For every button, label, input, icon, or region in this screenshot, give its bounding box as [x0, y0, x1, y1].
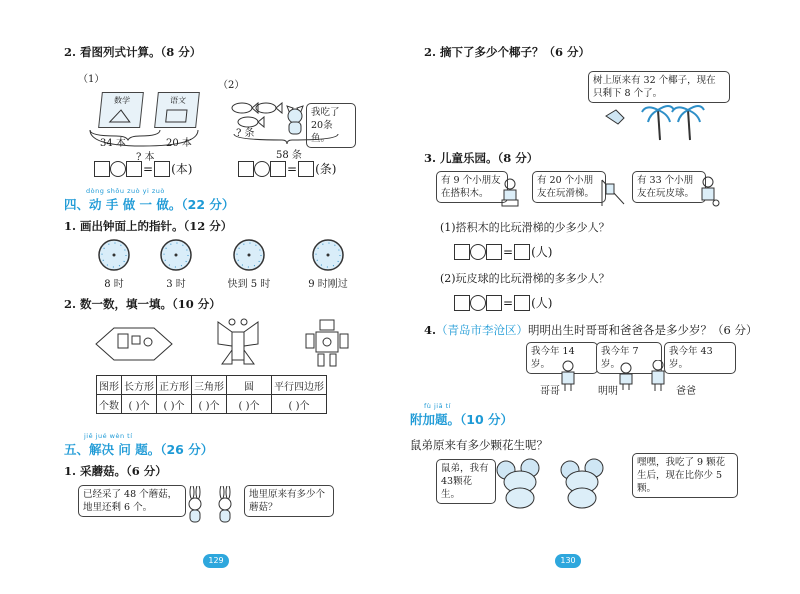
- q3-sub1: (1)搭积木的比玩滑梯的少多少人？: [440, 221, 610, 234]
- table-header: 三角形: [192, 376, 227, 395]
- fish-total: 58 条: [276, 150, 302, 161]
- mice-image: [490, 458, 640, 512]
- extra-title: 附加题。（10 分）: [410, 412, 513, 427]
- cat-image: [284, 102, 306, 136]
- right-q3-title: 3. 儿童乐园。（8 分）: [424, 151, 539, 165]
- slide-image: [598, 176, 626, 208]
- table-header-row: [97, 376, 327, 395]
- mingming-label: 明明: [598, 386, 618, 397]
- answer-box[interactable]: [94, 161, 110, 177]
- clock-row: [94, 238, 394, 288]
- page-number-right: 130: [555, 554, 581, 568]
- clock-1[interactable]: [94, 238, 134, 290]
- clock-face-icon: [159, 238, 193, 272]
- palm-trees-image: [602, 96, 706, 142]
- operator-circle[interactable]: [254, 161, 270, 177]
- table-header: 正方形: [157, 376, 192, 395]
- answer-box[interactable]: [298, 161, 314, 177]
- q2-title: 2. 看图列式计算。（8 分）: [64, 45, 202, 59]
- right-q4-title: 4.（青岛市李沧区）明明出生时哥哥和爸爸各是多少岁？（6 分）: [424, 323, 758, 337]
- extra-pinyin: fù jiā tí: [424, 402, 451, 410]
- q2-part1-label: （1）: [78, 74, 105, 85]
- table-header: 平行四边形: [272, 376, 327, 395]
- answer-box[interactable]: [126, 161, 142, 177]
- rabbit-speech-bubble-1: 已经采了 48 个蘑菇，地里还剩 6 个。: [78, 485, 186, 517]
- operator-circle[interactable]: [470, 244, 486, 260]
- answer-cell[interactable]: ( )个: [272, 395, 327, 414]
- equation-part2: = (条): [238, 160, 337, 177]
- brace-right: [232, 132, 342, 146]
- clock-4-label: 9 时刚过: [308, 279, 348, 290]
- operator-circle[interactable]: [470, 295, 486, 311]
- clock-1-label: 8 时: [104, 279, 124, 290]
- fish-unknown: ? 条: [236, 128, 255, 139]
- clock-3[interactable]: [224, 238, 274, 290]
- table-header: 长方形: [122, 376, 157, 395]
- mingming-speech-bubble: 我今年 7 岁。: [596, 342, 662, 374]
- extra-question: 鼠弟原来有多少颗花生呢？: [410, 438, 548, 452]
- answer-box[interactable]: [154, 161, 170, 177]
- sec4-pinyin: dòng shǒu zuò yi zuò: [86, 187, 165, 195]
- coconut-speech-bubble: 树上原来有 32 个椰子，现在只剩下 8 个了。: [588, 71, 730, 103]
- q5-1-title: 1. 采蘑菇。（6 分）: [64, 464, 167, 478]
- region-tag: （青岛市李沧区）: [436, 323, 529, 337]
- mouse-speech-bubble-1: 鼠弟，我有43颗花生。: [436, 459, 496, 504]
- table-row: [97, 395, 327, 414]
- answer-box[interactable]: [454, 295, 470, 311]
- answer-box[interactable]: [514, 295, 530, 311]
- answer-box[interactable]: [454, 244, 470, 260]
- clock-face-icon: [232, 238, 266, 272]
- chinese-book-label: 语文: [169, 96, 187, 105]
- right-q2-title: 2. 摘下了多少个椰子？（6 分）: [424, 45, 591, 59]
- operator-circle[interactable]: [110, 161, 126, 177]
- clock-face-icon: [311, 238, 345, 272]
- answer-box[interactable]: [486, 295, 502, 311]
- rabbits-image: [180, 486, 240, 526]
- table-header: 圆: [227, 376, 272, 395]
- equation-q3-1: = (人): [454, 243, 553, 260]
- q4-1-title: 1. 画出钟面上的指针。（12 分）: [64, 219, 233, 233]
- q4-2-title: 2. 数一数，填一填。（10 分）: [64, 297, 221, 311]
- equation-part1: = (本): [94, 160, 193, 177]
- slide-speech-bubble: 有 20 个小朋友在玩滑梯。: [532, 171, 606, 203]
- answer-cell[interactable]: ( )个: [227, 395, 272, 414]
- clock-face-icon: [97, 238, 131, 272]
- child-ball-image: [696, 176, 720, 208]
- clock-2-label: 3 时: [166, 279, 186, 290]
- answer-box[interactable]: [514, 244, 530, 260]
- blocks-speech-bubble: 有 9 个小朋友在搭积木。: [436, 171, 508, 203]
- shape-figures-image: [94, 316, 374, 372]
- ball-speech-bubble: 有 33 个小朋友在玩皮球。: [632, 171, 706, 203]
- mouse-speech-bubble-2: 嘿嘿，我吃了 9 颗花生后，现在比你少 5 颗。: [632, 453, 738, 498]
- clock-2[interactable]: [156, 238, 196, 290]
- answer-box[interactable]: [270, 161, 286, 177]
- chinese-book-image: [154, 92, 200, 128]
- brother-label: 哥哥: [540, 386, 560, 397]
- equation-q3-2: = (人): [454, 294, 553, 311]
- count-34: 34 本: [100, 138, 126, 149]
- sec5-title: 五、解决 问 题。（26 分）: [64, 442, 214, 457]
- q2-part2-label: （2）: [218, 80, 245, 91]
- page-number-left: 129: [203, 554, 229, 568]
- father-speech-bubble: 我今年 43 岁。: [664, 342, 736, 374]
- math-book-label: 数学: [113, 96, 131, 105]
- answer-box[interactable]: [238, 161, 254, 177]
- sec4-title: 四、动 手 做 一 做。（22 分）: [64, 197, 235, 212]
- answer-cell[interactable]: ( )个: [122, 395, 157, 414]
- family-image: [556, 360, 686, 392]
- answer-cell[interactable]: ( )个: [157, 395, 192, 414]
- cat-speech-bubble: 我吃了20条鱼。: [306, 103, 356, 148]
- book-lines-icon: [155, 106, 197, 126]
- table-header: 图形: [97, 376, 122, 395]
- q3-sub2: (2)玩皮球的比玩滑梯的多多少人？: [440, 272, 610, 285]
- sec5-pinyin: jiě jué wèn tí: [84, 432, 133, 440]
- answer-cell[interactable]: ( )个: [192, 395, 227, 414]
- rabbit-speech-bubble-2: 地里原来有多少个蘑菇？: [244, 485, 334, 517]
- count-table: [96, 375, 327, 414]
- clock-4[interactable]: [300, 238, 356, 290]
- count-20: 20 本: [166, 138, 192, 149]
- triangle-icon: [99, 106, 141, 126]
- father-label: 爸爸: [676, 386, 696, 397]
- clock-3-label: 快到 5 时: [227, 279, 271, 290]
- brother-speech-bubble: 我今年 14 岁。: [526, 342, 598, 374]
- math-book-image: [98, 92, 144, 128]
- child-blocks-image: [500, 178, 520, 208]
- total-unknown: ? 本: [136, 152, 155, 163]
- row-label: 个数: [97, 395, 122, 414]
- answer-box[interactable]: [486, 244, 502, 260]
